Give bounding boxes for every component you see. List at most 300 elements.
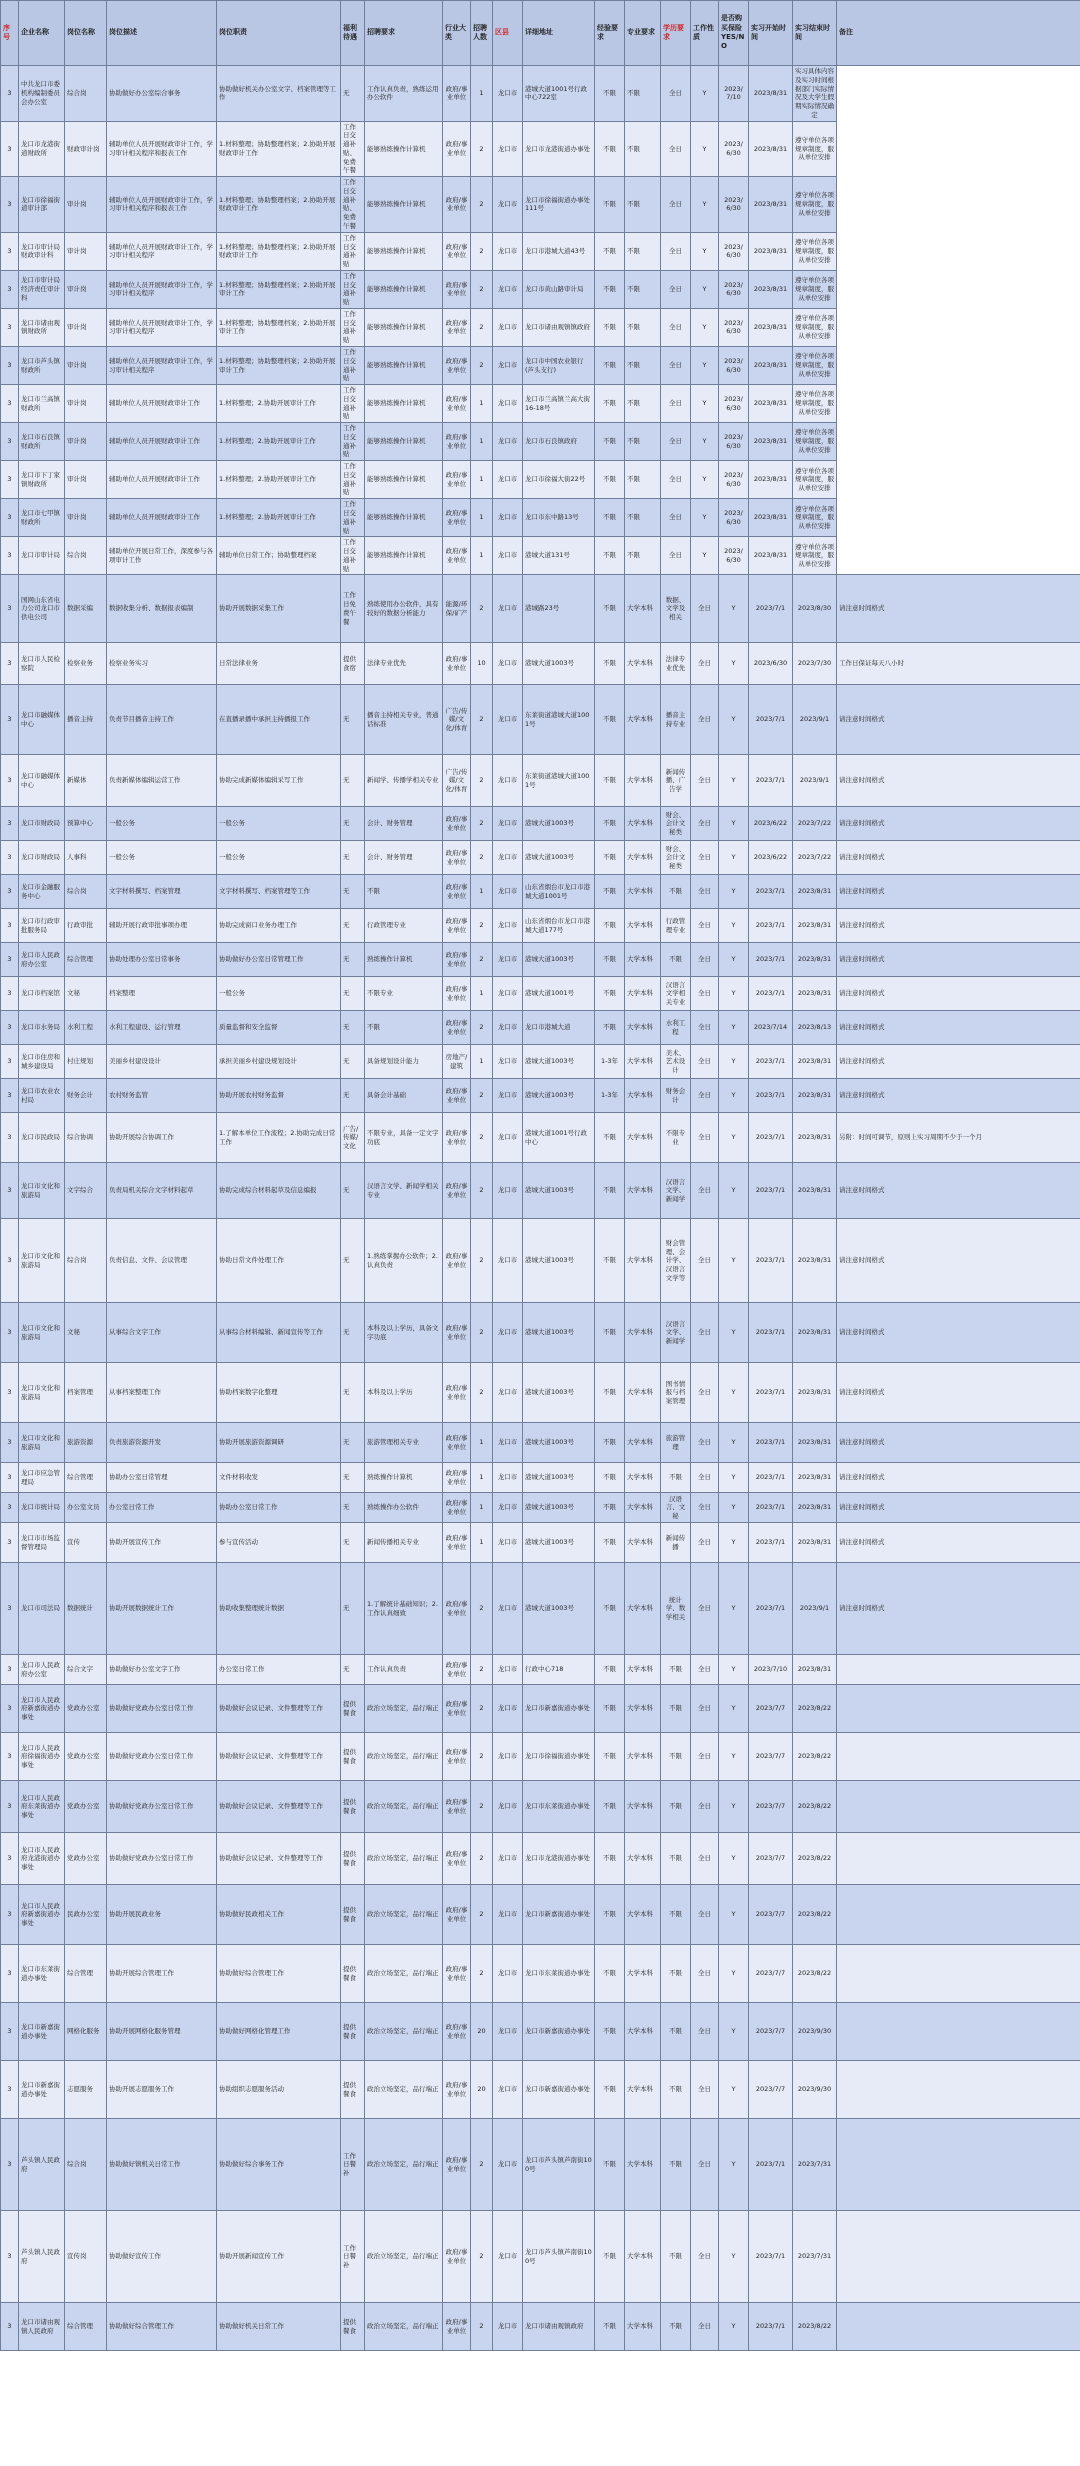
table-cell[interactable]: 2: [471, 2211, 493, 2303]
table-cell[interactable]: 2023/8/31: [793, 1363, 837, 1423]
table-cell[interactable]: 龙口市: [493, 1885, 523, 1945]
table-cell[interactable]: 龙口市统计局: [19, 1493, 65, 1523]
table-cell[interactable]: 从事综合材料编辑、新闻宣传等工作: [217, 1303, 341, 1363]
table-cell[interactable]: 大学本科: [625, 1163, 661, 1219]
table-cell[interactable]: 政治立场坚定，品行端正: [365, 1885, 443, 1945]
table-row[interactable]: [1, 1523, 1080, 1563]
table-cell[interactable]: 财会、会计文秘类: [661, 841, 691, 875]
table-cell[interactable]: 提供食宿: [341, 643, 365, 685]
table-cell[interactable]: Y: [691, 270, 719, 308]
table-cell[interactable]: 全日: [691, 1363, 719, 1423]
table-cell[interactable]: 龙口市行政审批服务局: [19, 909, 65, 943]
table-cell[interactable]: 民政办公室: [65, 1885, 107, 1945]
table-cell[interactable]: 龙口市中国农业银行(芦头支行): [523, 346, 595, 384]
table-cell[interactable]: 2: [471, 1363, 493, 1423]
table-cell[interactable]: 广告/传媒/文化/体育: [443, 685, 471, 755]
table-row[interactable]: [1, 909, 1080, 943]
table-cell[interactable]: 不限: [595, 385, 625, 423]
table-cell[interactable]: 提供餐食: [341, 2003, 365, 2061]
table-cell[interactable]: 2: [471, 943, 493, 977]
table-row[interactable]: [1, 643, 1080, 685]
table-cell[interactable]: 全日: [691, 575, 719, 643]
table-cell[interactable]: [837, 1685, 1080, 1733]
table-cell[interactable]: 工作认真负责，熟练运用办公软件: [365, 66, 443, 122]
table-cell[interactable]: 政府/事业单位: [443, 1113, 471, 1163]
table-cell[interactable]: 大学本科: [625, 875, 661, 909]
table-cell[interactable]: 龙口市徐福大街22号: [523, 461, 595, 499]
table-cell[interactable]: 不限: [625, 385, 661, 423]
column-header[interactable]: 备注: [837, 1, 1080, 66]
table-cell[interactable]: 不限: [595, 841, 625, 875]
table-cell[interactable]: 政府/事业单位: [443, 121, 471, 177]
table-cell[interactable]: Y: [719, 2061, 749, 2119]
table-cell[interactable]: 能够熟练操作计算机: [365, 308, 443, 346]
table-cell[interactable]: 全日: [691, 1219, 719, 1303]
table-cell[interactable]: 龙口市徐福街道审计部: [19, 177, 65, 233]
table-cell[interactable]: 2023/8/31: [793, 1523, 837, 1563]
table-cell[interactable]: 不限: [595, 1833, 625, 1885]
table-cell[interactable]: 政治立场坚定，品行端正: [365, 1685, 443, 1733]
table-cell[interactable]: 政府/事业单位: [443, 423, 471, 461]
table-cell[interactable]: 办公室文员: [65, 1493, 107, 1523]
table-cell[interactable]: 3: [1, 121, 19, 177]
table-cell[interactable]: 能够熟练操作计算机: [365, 537, 443, 575]
table-cell[interactable]: 具备会计基础: [365, 1079, 443, 1113]
table-cell[interactable]: Y: [719, 875, 749, 909]
table-cell[interactable]: 2023/8/31: [793, 1219, 837, 1303]
table-cell[interactable]: 文秘: [65, 977, 107, 1011]
table-cell[interactable]: 请注意时间格式: [837, 685, 1080, 755]
table-cell[interactable]: 综合文字: [65, 1655, 107, 1685]
table-cell[interactable]: 龙口市: [493, 909, 523, 943]
table-cell[interactable]: 政府/事业单位: [443, 1079, 471, 1113]
table-cell[interactable]: 2023/7/1: [749, 1423, 793, 1463]
table-cell[interactable]: 不限: [595, 2061, 625, 2119]
table-cell[interactable]: 综合岗: [65, 875, 107, 909]
table-cell[interactable]: 协助开展综合管理工作: [107, 1945, 217, 2003]
table-row[interactable]: [1, 423, 1080, 461]
table-cell[interactable]: 请注意时间格式: [837, 1463, 1080, 1493]
table-cell[interactable]: 大学本科: [625, 1563, 661, 1655]
table-cell[interactable]: 请注意时间格式: [837, 943, 1080, 977]
table-cell[interactable]: 政府/事业单位: [443, 2303, 471, 2351]
table-cell[interactable]: 龙口市人民政府徐福街道办事处: [19, 1733, 65, 1781]
table-cell[interactable]: 2023/8/22: [793, 1945, 837, 2003]
table-cell[interactable]: 全日: [691, 909, 719, 943]
table-cell[interactable]: 龙口市: [493, 423, 523, 461]
table-cell[interactable]: 政府/事业单位: [443, 807, 471, 841]
table-cell[interactable]: 请注意时间格式: [837, 807, 1080, 841]
table-cell[interactable]: Y: [719, 1113, 749, 1163]
table-cell[interactable]: 协助办公室日常工作: [217, 1493, 341, 1523]
table-cell[interactable]: 政府/事业单位: [443, 2211, 471, 2303]
table-cell[interactable]: 1.材料整理；协助整理档案；2.协助开展审计工作: [217, 308, 341, 346]
table-cell[interactable]: 辅助单位人员开展财政审计工作，学习审计相关程序: [107, 232, 217, 270]
table-cell[interactable]: 请注意时间格式: [837, 977, 1080, 1011]
table-cell[interactable]: Y: [719, 575, 749, 643]
table-cell[interactable]: 能够熟练操作计算机: [365, 499, 443, 537]
table-cell[interactable]: 汉语言文学、新闻学相关专业: [365, 1163, 443, 1219]
table-cell[interactable]: 龙口市融媒体中心: [19, 755, 65, 807]
table-cell[interactable]: 承担美丽乡村建设规划设计: [217, 1045, 341, 1079]
table-cell[interactable]: 全日: [691, 943, 719, 977]
table-row[interactable]: [1, 2061, 1080, 2119]
table-cell[interactable]: 国网山东省电力公司龙口市供电公司: [19, 575, 65, 643]
column-header[interactable]: 序号: [1, 1, 19, 66]
table-cell[interactable]: 港城大道1003号: [523, 1045, 595, 1079]
table-cell[interactable]: 不限: [595, 2003, 625, 2061]
table-cell[interactable]: Y: [719, 1781, 749, 1833]
table-cell[interactable]: 协助做好党政办公室日常工作: [107, 1685, 217, 1733]
table-cell[interactable]: 龙口市: [493, 977, 523, 1011]
table-cell[interactable]: 2023/6/30: [719, 385, 749, 423]
table-cell[interactable]: 2023/8/31: [749, 308, 793, 346]
table-cell[interactable]: 2023/6/30: [719, 499, 749, 537]
table-cell[interactable]: 综合协调: [65, 1113, 107, 1163]
table-cell[interactable]: 广告/传媒/文化: [341, 1113, 365, 1163]
table-cell[interactable]: 政治立场坚定，品行端正: [365, 1945, 443, 2003]
table-cell[interactable]: Y: [719, 1655, 749, 1685]
table-cell[interactable]: 数据、文学及相关: [661, 575, 691, 643]
table-cell[interactable]: 不限: [625, 461, 661, 499]
table-cell[interactable]: 协助档案数字化整理: [217, 1363, 341, 1423]
table-cell[interactable]: 2023/8/31: [749, 499, 793, 537]
column-header[interactable]: 招聘人数: [471, 1, 493, 66]
table-cell[interactable]: 3: [1, 1011, 19, 1045]
table-cell[interactable]: 3: [1, 1885, 19, 1945]
table-cell[interactable]: 2023/8/31: [793, 1303, 837, 1363]
table-cell[interactable]: 不限: [595, 1113, 625, 1163]
table-cell[interactable]: 政府/事业单位: [443, 499, 471, 537]
table-cell[interactable]: 广告/传媒/文化/体育: [443, 755, 471, 807]
table-cell[interactable]: 全日: [691, 1079, 719, 1113]
table-cell[interactable]: 2023/8/22: [793, 2303, 837, 2351]
table-cell[interactable]: 龙口市: [493, 1303, 523, 1363]
table-cell[interactable]: 大学本科: [625, 1113, 661, 1163]
table-cell[interactable]: 另附：时间可调节，原则上实习周期不少于一个月: [837, 1113, 1080, 1163]
table-cell[interactable]: 2023/8/13: [793, 1011, 837, 1045]
table-cell[interactable]: 3: [1, 2119, 19, 2211]
table-cell[interactable]: 龙口市东莱街道办事处: [19, 1945, 65, 2003]
table-cell[interactable]: 无: [341, 1011, 365, 1045]
table-cell[interactable]: 协助做好机关办公室文字、档案管理等工作: [217, 66, 341, 122]
table-cell[interactable]: 工作日交通补贴: [341, 423, 365, 461]
table-row[interactable]: [1, 755, 1080, 807]
table-cell[interactable]: 龙口市: [493, 1945, 523, 2003]
table-cell[interactable]: 不限: [625, 537, 661, 575]
table-cell[interactable]: 工作日交通补贴: [341, 270, 365, 308]
table-cell[interactable]: 龙口市: [493, 270, 523, 308]
table-cell[interactable]: Y: [691, 385, 719, 423]
table-row[interactable]: [1, 1685, 1080, 1733]
table-cell[interactable]: 龙口市新嘉街道办事处: [523, 2003, 595, 2061]
table-row[interactable]: [1, 66, 1080, 122]
table-cell[interactable]: 龙口市: [493, 1523, 523, 1563]
table-cell[interactable]: 2: [471, 1733, 493, 1781]
table-cell[interactable]: 全日: [691, 2303, 719, 2351]
table-cell[interactable]: 龙口市文化和旅游局: [19, 1163, 65, 1219]
table-cell[interactable]: 龙口市: [493, 2061, 523, 2119]
table-cell[interactable]: 行政管理专业: [661, 909, 691, 943]
table-cell[interactable]: 不限: [625, 346, 661, 384]
table-cell[interactable]: 2: [471, 1655, 493, 1685]
table-cell[interactable]: 不限: [595, 2211, 625, 2303]
table-cell[interactable]: 综合管理: [65, 1945, 107, 2003]
table-cell[interactable]: 2023/7/1: [749, 977, 793, 1011]
table-cell[interactable]: 龙口市: [493, 1685, 523, 1733]
table-cell[interactable]: 龙口市农业农村局: [19, 1079, 65, 1113]
table-cell[interactable]: 工作日餐补: [341, 2211, 365, 2303]
table-cell[interactable]: 1.材料整理；协助整理档案；2.协助开展财政审计工作: [217, 177, 341, 233]
table-cell[interactable]: 水利工程: [661, 1011, 691, 1045]
table-cell[interactable]: 龙口市: [493, 66, 523, 122]
table-cell[interactable]: 2023/9/1: [793, 1563, 837, 1655]
table-row[interactable]: [1, 1945, 1080, 2003]
table-cell[interactable]: 龙口市: [493, 499, 523, 537]
table-cell[interactable]: 协助开展农村财务监督: [217, 1079, 341, 1113]
table-row[interactable]: [1, 1011, 1080, 1045]
table-cell[interactable]: 政治立场坚定，品行端正: [365, 1733, 443, 1781]
table-cell[interactable]: 遵守单位各项规章制度，服从单位安排: [793, 232, 837, 270]
column-header[interactable]: 是否购买保险YES/NO: [719, 1, 749, 66]
table-cell[interactable]: 3: [1, 1219, 19, 1303]
table-row[interactable]: [1, 1463, 1080, 1493]
table-cell[interactable]: 不限: [661, 1781, 691, 1833]
table-cell[interactable]: 无: [341, 1045, 365, 1079]
table-cell[interactable]: 无: [341, 1163, 365, 1219]
table-cell[interactable]: 综合管理: [65, 943, 107, 977]
table-cell[interactable]: 辅助单位日常工作；协助整理档案: [217, 537, 341, 575]
table-cell[interactable]: 财会管理、会计学、汉语言文学等: [661, 1219, 691, 1303]
table-cell[interactable]: 政府/事业单位: [443, 1493, 471, 1523]
table-cell[interactable]: 1.材料整理；协助整理档案；2.协助开展财政审计工作: [217, 232, 341, 270]
table-cell[interactable]: 2: [471, 755, 493, 807]
table-cell[interactable]: 不限专业: [365, 977, 443, 1011]
table-cell[interactable]: 工作日交通补贴: [341, 385, 365, 423]
table-row[interactable]: [1, 2303, 1080, 2351]
table-cell[interactable]: 2023/7/1: [749, 909, 793, 943]
table-cell[interactable]: 2: [471, 1219, 493, 1303]
table-cell[interactable]: 全日: [691, 1011, 719, 1045]
table-cell[interactable]: 不限: [595, 2303, 625, 2351]
table-cell[interactable]: 3: [1, 575, 19, 643]
table-cell[interactable]: 水利工程: [65, 1011, 107, 1045]
table-cell[interactable]: 政治立场坚定，品行端正: [365, 1781, 443, 1833]
table-cell[interactable]: 龙口市: [493, 232, 523, 270]
table-cell[interactable]: 熟练操作计算机: [365, 1463, 443, 1493]
table-cell[interactable]: 2: [471, 575, 493, 643]
table-cell[interactable]: 政府/事业单位: [443, 232, 471, 270]
table-cell[interactable]: 2: [471, 2303, 493, 2351]
table-cell[interactable]: 2023/6/30: [719, 537, 749, 575]
table-cell[interactable]: 提供餐食: [341, 1833, 365, 1885]
table-cell[interactable]: 无: [341, 977, 365, 1011]
table-cell[interactable]: 实习具体内容及实习时间根据部门实际情况及大学生假期实际情况确定: [793, 66, 837, 122]
table-cell[interactable]: 负责新媒体编辑运营工作: [107, 755, 217, 807]
table-cell[interactable]: 龙口市龙港街道办事处: [523, 1833, 595, 1885]
table-cell[interactable]: 能够熟练操作计算机: [365, 232, 443, 270]
table-cell[interactable]: 能够熟练操作计算机: [365, 385, 443, 423]
table-cell[interactable]: 旅游资源: [65, 1423, 107, 1463]
table-cell[interactable]: 工作日交通补贴: [341, 499, 365, 537]
table-row[interactable]: [1, 1833, 1080, 1885]
table-cell[interactable]: 协助做好宣传工作: [107, 2211, 217, 2303]
table-cell[interactable]: 港城大道1003号: [523, 1463, 595, 1493]
table-cell[interactable]: 不限: [625, 499, 661, 537]
table-cell[interactable]: 2023/6/30: [719, 346, 749, 384]
table-cell[interactable]: 龙口市人民政府东莱街道办事处: [19, 1781, 65, 1833]
table-cell[interactable]: 遵守单位各项规章制度，服从单位安排: [793, 177, 837, 233]
table-cell[interactable]: 2023/8/31: [793, 943, 837, 977]
table-cell[interactable]: 综合管理: [65, 1463, 107, 1493]
table-cell[interactable]: 3: [1, 270, 19, 308]
table-cell[interactable]: 2: [471, 1011, 493, 1045]
table-cell[interactable]: 从事档案整理工作: [107, 1363, 217, 1423]
table-cell[interactable]: Y: [719, 1011, 749, 1045]
table-cell[interactable]: 财务会计: [661, 1079, 691, 1113]
table-cell[interactable]: 无: [341, 1655, 365, 1685]
table-cell[interactable]: Y: [719, 943, 749, 977]
table-cell[interactable]: 协助做好办公室日常管理工作: [217, 943, 341, 977]
table-row[interactable]: [1, 2119, 1080, 2211]
table-cell[interactable]: 不限: [365, 875, 443, 909]
table-cell[interactable]: 3: [1, 1685, 19, 1733]
table-cell[interactable]: 不限: [661, 2211, 691, 2303]
table-cell[interactable]: 龙口市: [493, 2119, 523, 2211]
table-cell[interactable]: 2023/8/31: [749, 177, 793, 233]
table-cell[interactable]: 工作日交通补贴: [341, 461, 365, 499]
table-row[interactable]: [1, 1045, 1080, 1079]
table-cell[interactable]: 龙口市下丁家镇财政所: [19, 461, 65, 499]
table-cell[interactable]: 龙口市兰高镇兰高大街16-18号: [523, 385, 595, 423]
table-cell[interactable]: 播音主持相关专业，普通话标准: [365, 685, 443, 755]
column-header[interactable]: 实习开始时间: [749, 1, 793, 66]
table-cell[interactable]: 大学本科: [625, 1363, 661, 1423]
table-cell[interactable]: 龙口市档案馆: [19, 977, 65, 1011]
table-cell[interactable]: 会计、财务管理: [365, 841, 443, 875]
table-cell[interactable]: 港城大道1003号: [523, 1563, 595, 1655]
table-cell[interactable]: 港城大道1003号: [523, 1079, 595, 1113]
table-cell[interactable]: 无: [341, 1079, 365, 1113]
table-cell[interactable]: 会计、财务管理: [365, 807, 443, 841]
table-cell[interactable]: 2023/8/31: [793, 1045, 837, 1079]
table-cell[interactable]: 不限: [595, 308, 625, 346]
table-cell[interactable]: 协助开展宣传工作: [107, 1523, 217, 1563]
table-cell[interactable]: 龙口市: [493, 685, 523, 755]
table-cell[interactable]: 2: [471, 1945, 493, 2003]
table-cell[interactable]: 新闻传播: [661, 1523, 691, 1563]
table-cell[interactable]: 龙口市: [493, 1733, 523, 1781]
table-cell[interactable]: Y: [691, 121, 719, 177]
table-cell[interactable]: 龙口市: [493, 643, 523, 685]
table-cell[interactable]: 全日: [691, 807, 719, 841]
table-cell[interactable]: 全日: [661, 232, 691, 270]
table-cell[interactable]: 不限: [595, 1781, 625, 1833]
table-cell[interactable]: 3: [1, 1833, 19, 1885]
table-cell[interactable]: 2023/8/31: [793, 909, 837, 943]
table-cell[interactable]: 负责信息、文件、会议管理: [107, 1219, 217, 1303]
table-cell[interactable]: 全日: [661, 121, 691, 177]
table-cell[interactable]: 综合岗: [65, 2119, 107, 2211]
table-cell[interactable]: Y: [691, 346, 719, 384]
table-cell[interactable]: 全日: [661, 461, 691, 499]
table-cell[interactable]: 港城大道1003号: [523, 841, 595, 875]
table-row[interactable]: [1, 841, 1080, 875]
table-cell[interactable]: 全日: [661, 308, 691, 346]
table-cell[interactable]: 政治立场坚定，品行端正: [365, 2119, 443, 2211]
table-cell[interactable]: 综合管理: [65, 2303, 107, 2351]
table-cell[interactable]: 新闻传播、广告学: [661, 755, 691, 807]
table-cell[interactable]: 10: [471, 643, 493, 685]
table-cell[interactable]: 全日: [691, 1685, 719, 1733]
table-cell[interactable]: [837, 2211, 1080, 2303]
table-cell[interactable]: 大学本科: [625, 1011, 661, 1045]
table-cell[interactable]: 龙口市文化和旅游局: [19, 1219, 65, 1303]
table-cell[interactable]: 1.材料整理；协助整理档案；2.协助开展审计工作: [217, 346, 341, 384]
table-cell[interactable]: 1: [471, 1463, 493, 1493]
table-row[interactable]: [1, 1303, 1080, 1363]
table-cell[interactable]: 全日: [661, 346, 691, 384]
table-cell[interactable]: 1: [471, 1045, 493, 1079]
table-cell[interactable]: 龙口市人民检察院: [19, 643, 65, 685]
table-cell[interactable]: 协助完成窗口业务办理工作: [217, 909, 341, 943]
table-cell[interactable]: 2023/7/31: [793, 2119, 837, 2211]
table-cell[interactable]: 龙口市财政局: [19, 841, 65, 875]
table-cell[interactable]: 一般公务: [107, 841, 217, 875]
table-cell[interactable]: 1-3年: [595, 1079, 625, 1113]
table-cell[interactable]: 全日: [661, 385, 691, 423]
table-cell[interactable]: 无: [341, 909, 365, 943]
table-cell[interactable]: 2023/8/31: [793, 1423, 837, 1463]
table-row[interactable]: [1, 1219, 1080, 1303]
table-cell[interactable]: 汉语言文学、新闻学: [661, 1303, 691, 1363]
table-cell[interactable]: 不限: [625, 270, 661, 308]
table-cell[interactable]: 行政审批: [65, 909, 107, 943]
table-cell[interactable]: 2023/7/10: [749, 1655, 793, 1685]
table-cell[interactable]: 2023/7/10: [719, 66, 749, 122]
table-cell[interactable]: 一般公务: [107, 807, 217, 841]
table-cell[interactable]: [837, 1655, 1080, 1685]
table-cell[interactable]: 不限: [595, 423, 625, 461]
table-cell[interactable]: 办公室日常工作: [217, 1655, 341, 1685]
table-cell[interactable]: 港城大道1003号: [523, 1423, 595, 1463]
table-cell[interactable]: 农村财务监管: [107, 1079, 217, 1113]
table-cell[interactable]: 政府/事业单位: [443, 2061, 471, 2119]
table-cell[interactable]: Y: [719, 1493, 749, 1523]
table-cell[interactable]: 质量监督和安全监督: [217, 1011, 341, 1045]
table-cell[interactable]: 不限: [595, 1303, 625, 1363]
table-cell[interactable]: 无: [341, 841, 365, 875]
table-cell[interactable]: 不限: [595, 1655, 625, 1685]
table-cell[interactable]: 3: [1, 1463, 19, 1493]
table-cell[interactable]: Y: [719, 977, 749, 1011]
table-cell[interactable]: 请注意时间格式: [837, 1423, 1080, 1463]
table-cell[interactable]: 2: [471, 1113, 493, 1163]
table-cell[interactable]: 2023/7/1: [749, 685, 793, 755]
table-cell[interactable]: Y: [691, 499, 719, 537]
table-cell[interactable]: 3: [1, 1493, 19, 1523]
table-cell[interactable]: 龙口市: [493, 2003, 523, 2061]
table-cell[interactable]: 大学本科: [625, 643, 661, 685]
table-cell[interactable]: 2023/8/31: [749, 121, 793, 177]
table-cell[interactable]: 龙口市东中路13号: [523, 499, 595, 537]
table-cell[interactable]: Y: [691, 308, 719, 346]
table-cell[interactable]: Y: [719, 1423, 749, 1463]
table-cell[interactable]: 大学本科: [625, 1079, 661, 1113]
table-row[interactable]: [1, 1493, 1080, 1523]
table-cell[interactable]: 龙口市: [493, 1563, 523, 1655]
table-row[interactable]: [1, 461, 1080, 499]
